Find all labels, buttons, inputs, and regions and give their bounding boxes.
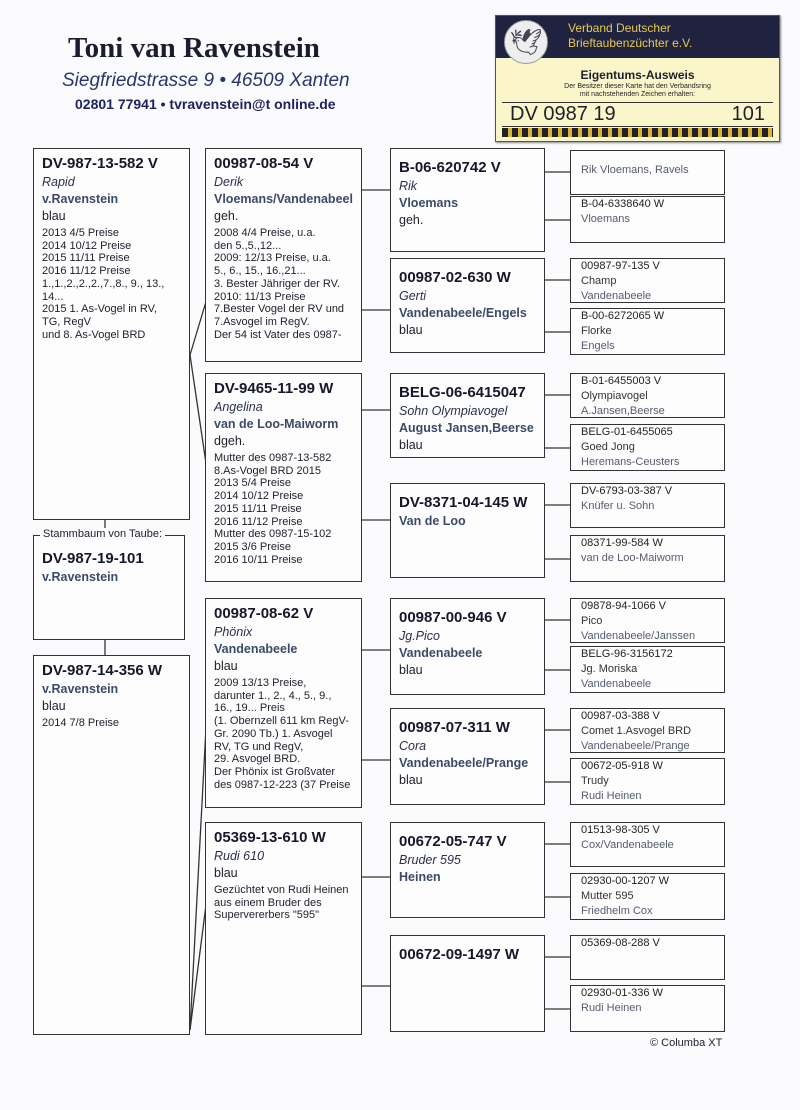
- note-line: 2015 11/11 Preise: [214, 502, 302, 515]
- breeder: Vandenabeele: [399, 646, 483, 660]
- gg-grandparent-box[interactable]: [570, 535, 725, 582]
- plumage-color: blau: [399, 773, 423, 787]
- ring-number: DV-6793-03-387 V: [581, 485, 673, 497]
- gg-grandparent-box[interactable]: [570, 873, 725, 920]
- great-grandparent-box[interactable]: [390, 598, 545, 695]
- note-line: des 0987-12-223 (37 Preise: [214, 778, 351, 791]
- note-line: 5., 6., 15., 16.,21...: [214, 265, 306, 278]
- gg-grandparent-box[interactable]: [570, 598, 725, 643]
- note-line: 2016 10/11 Preise: [214, 553, 303, 566]
- note-line: 3. Bester Jähriger der RV.: [214, 277, 340, 290]
- pigeon-name: Trudy: [581, 775, 609, 787]
- dam-box[interactable]: [33, 655, 190, 1035]
- note-line: 7.Bester Vogel der RV und: [214, 303, 345, 316]
- note-line: 2016 11/12 Preise: [214, 515, 303, 528]
- ring-number: 00672-09-1497 W: [399, 946, 520, 963]
- grandparent-box[interactable]: [205, 148, 362, 362]
- performance-notes: [214, 677, 353, 791]
- note-line: 2013 4/5 Preise: [42, 227, 120, 239]
- pigeon-name: Phönix: [214, 625, 253, 639]
- gg-grandparent-box[interactable]: [570, 985, 725, 1032]
- breeder: Cox/Vandenabeele: [581, 839, 674, 851]
- breeder: v.Ravenstein: [42, 570, 119, 584]
- note-line: 2013 5/4 Preise: [214, 477, 292, 490]
- card-ring-number: 101: [731, 103, 765, 125]
- note-line: 16., 19... Preis: [214, 702, 285, 715]
- note-line: 2015 11/11 Preise: [42, 252, 130, 265]
- breeder: Knüfer u. Sohn: [581, 500, 655, 512]
- ring-number: B-01-6455003 V: [581, 375, 662, 387]
- ring-number: 05369-13-610 W: [214, 829, 326, 846]
- pigeon-name: Mutter 595: [581, 890, 634, 902]
- grandparent-box[interactable]: [205, 373, 362, 582]
- breeder: Vandenabeele/Janssen: [581, 630, 696, 642]
- pigeon-name: Florke: [581, 325, 612, 337]
- ring-number: B-00-6272065 W: [581, 310, 665, 322]
- great-grandparent-box[interactable]: [390, 373, 545, 458]
- ring-number: 00987-07-311 W: [399, 719, 510, 736]
- pigeon-name: Jg. Moriska: [581, 663, 638, 675]
- breeder: Vloemans/Vandenabeel: [214, 192, 353, 206]
- breeder: van de Loo-Maiworm: [581, 552, 684, 564]
- note-line: 7.Asvogel im RegV.: [214, 315, 310, 328]
- card-org-line: Brieftaubenzüchter e.V.: [568, 36, 693, 50]
- breeder-name: Toni van Ravenstein: [68, 32, 320, 64]
- ring-number: DV-987-19-101: [42, 550, 144, 567]
- plumage-color: blau: [399, 438, 423, 452]
- grandparent-box[interactable]: [205, 598, 362, 808]
- note-line: Mutter des 0987-15-102: [214, 528, 332, 541]
- gg-grandparent-box[interactable]: [570, 150, 725, 195]
- pigeon-name: Rudi 610: [214, 849, 265, 863]
- pigeon-name: Gerti: [399, 289, 427, 303]
- gg-grandparent-box[interactable]: [570, 308, 725, 355]
- note-line: TG, RegV: [42, 315, 91, 328]
- note-line: 2014 7/8 Preise: [42, 717, 120, 729]
- card-org-line: Verband Deutscher: [568, 21, 671, 35]
- note-line: Der Phönix ist Großvater: [214, 765, 336, 778]
- grandparent-box[interactable]: [205, 822, 362, 1035]
- breeder: Vandenabeele/Prange: [581, 740, 690, 752]
- ring-number: BELG-06-6415047: [399, 384, 526, 401]
- plumage-color: dgeh.: [214, 434, 246, 448]
- card-subtitle-line: mit nachstehenden Zeichen erhalten:: [579, 91, 696, 98]
- note-line: 14...: [42, 290, 64, 303]
- ring-number: DV-987-13-582 V: [42, 155, 158, 172]
- pigeon-name: Champ: [581, 275, 617, 287]
- subject-label: Stammbaum von Taube:: [40, 528, 165, 540]
- pigeon-name: Rik: [399, 179, 418, 193]
- breeder: van de Loo-Maiworm: [214, 417, 339, 431]
- breeder: v.Ravenstein: [42, 192, 119, 206]
- plumage-color: geh.: [214, 209, 239, 223]
- ring-number: 00987-00-946 V: [399, 609, 507, 626]
- breeder: Rik Vloemans, Ravels: [581, 164, 689, 176]
- breeder: Engels: [581, 340, 615, 352]
- pigeon-name: Comet 1.Asvogel BRD: [581, 725, 692, 737]
- great-grandparent-box[interactable]: [390, 483, 545, 578]
- breeder: Rudi Heinen: [581, 1002, 642, 1014]
- note-line: 2014 10/12 Preise: [214, 490, 304, 503]
- note-line: RV, TG und RegV,: [214, 740, 304, 753]
- note-line: Der 54 ist Vater des 0987-: [214, 328, 342, 341]
- note-line: aus einem Bruder des: [214, 896, 322, 909]
- plumage-color: geh.: [399, 213, 424, 227]
- pigeon-name: Goed Jong: [581, 441, 635, 453]
- ring-number: 00987-08-62 V: [214, 605, 314, 622]
- breeder: Friedhelm Cox: [581, 905, 653, 917]
- gg-grandparent-box[interactable]: [570, 646, 725, 693]
- ring-number: 00672-05-918 W: [581, 760, 663, 772]
- ring-number: 00672-05-747 V: [399, 833, 507, 850]
- pigeon-name: Olympiavogel: [581, 390, 648, 402]
- pigeon-name: Sohn Olympiavogel: [399, 404, 508, 418]
- gg-grandparent-box[interactable]: [570, 935, 725, 980]
- performance-notes: [214, 227, 353, 341]
- note-line: 8.As-Vogel BRD 2015: [214, 464, 322, 477]
- performance-notes: [42, 227, 181, 341]
- ring-number: DV-8371-04-145 W: [399, 494, 528, 511]
- ring-number: DV-987-14-356 W: [42, 662, 163, 679]
- great-grandparent-box[interactable]: [390, 258, 545, 353]
- pigeon-name: Jg.Pico: [399, 629, 440, 643]
- ring-number: 00987-03-388 V: [581, 710, 660, 722]
- pigeon-logo-icon: 🕊: [504, 20, 548, 64]
- breeder: Vandenabeele/Engels: [399, 306, 527, 320]
- great-grandparent-box[interactable]: [390, 148, 545, 252]
- note-line: 29. Asvogel BRD.: [214, 753, 301, 766]
- sire-box[interactable]: [33, 148, 190, 520]
- performance-notes: [214, 884, 353, 922]
- gg-grandparent-box[interactable]: [570, 373, 725, 418]
- note-line: den 5.,5.,12...: [214, 239, 282, 252]
- breeder-address: Siegfriedstrasse 9 • 46509 Xanten: [62, 70, 350, 91]
- pigeon-name: Angelina: [214, 400, 263, 414]
- pigeon-name: Pico: [581, 615, 603, 627]
- breeder: Rudi Heinen: [581, 790, 642, 802]
- plumage-color: blau: [399, 663, 423, 677]
- gg-grandparent-box[interactable]: [570, 708, 725, 753]
- breeder: Vandenabeele: [581, 678, 652, 690]
- subject-pigeon-box[interactable]: [33, 535, 185, 640]
- note-line: 2016 11/12 Preise: [42, 265, 131, 278]
- plumage-color: blau: [42, 209, 66, 223]
- breeder: Vandenabeele/Prange: [399, 756, 529, 770]
- copyright: © Columba XT: [650, 1037, 723, 1049]
- gg-grandparent-box[interactable]: [570, 424, 725, 471]
- gg-grandparent-box[interactable]: [570, 758, 725, 805]
- performance-notes: [214, 452, 353, 566]
- gg-grandparent-box[interactable]: [570, 196, 725, 243]
- ring-number: 00987-02-630 W: [399, 269, 511, 286]
- note-line: (1. Obernzell 611 km RegV-: [214, 715, 349, 728]
- pigeon-name: Bruder 595: [399, 853, 461, 867]
- card-title: Eigentums-Ausweis: [580, 68, 695, 82]
- breeder: Vloemans: [399, 196, 459, 210]
- performance-notes: [42, 717, 181, 730]
- note-line: Supervererbers "595": [214, 909, 320, 922]
- breeder: Heremans-Ceusters: [581, 456, 680, 468]
- ring-number: 02930-00-1207 W: [581, 875, 670, 887]
- great-grandparent-box[interactable]: [390, 935, 545, 1032]
- ring-number: 00987-97-135 V: [581, 260, 660, 272]
- pigeon-name: Cora: [399, 739, 427, 753]
- gg-grandparent-box[interactable]: [570, 258, 725, 303]
- gg-grandparent-box[interactable]: [570, 822, 725, 867]
- ring-number: BELG-96-3156172: [581, 648, 673, 660]
- pigeon-name: Rapid: [42, 175, 75, 189]
- breeder: August Jansen,Beerse: [399, 421, 534, 435]
- breeder: A.Jansen,Beerse: [581, 405, 665, 417]
- note-line: und 8. As-Vogel BRD: [42, 328, 146, 341]
- note-line: 2010: 11/13 Preise: [214, 290, 306, 303]
- plumage-color: blau: [42, 699, 66, 713]
- plumage-color: blau: [214, 866, 238, 880]
- breeder: Van de Loo: [399, 514, 466, 528]
- breeder: v.Ravenstein: [42, 682, 119, 696]
- note-line: Gezüchtet von Rudi Heinen: [214, 884, 349, 896]
- great-grandparent-box[interactable]: [390, 708, 545, 805]
- ring-number: 08371-99-584 W: [581, 537, 663, 549]
- great-grandparent-box[interactable]: [390, 822, 545, 918]
- note-line: 2009: 12/13 Preise, u.a.: [214, 252, 331, 265]
- note-line: 1.,1.,2.,2.,2.,7.,8., 9., 13.,: [42, 277, 165, 290]
- breeder: Vandenabeele: [214, 642, 298, 656]
- note-line: Gr. 2090 Tb.) 1. Asvogel: [214, 727, 333, 740]
- breeder: Heinen: [399, 870, 441, 884]
- ring-number: DV-9465-11-99 W: [214, 380, 334, 397]
- ring-number: B-06-620742 V: [399, 159, 501, 176]
- gg-grandparent-box[interactable]: [570, 483, 725, 528]
- note-line: 2015 3/6 Preise: [214, 540, 292, 553]
- ring-number: BELG-01-6455065: [581, 426, 673, 438]
- ring-number: 05369-08-288 V: [581, 937, 660, 949]
- note-line: Mutter des 0987-13-582: [214, 452, 332, 464]
- note-line: 2009 13/13 Preise,: [214, 677, 307, 689]
- ring-number: 09878-94-1066 V: [581, 600, 667, 612]
- plumage-color: blau: [214, 659, 238, 673]
- breeder-contact: 02801 77941 • tvravenstein@t online.de: [75, 96, 336, 112]
- ring-number: 00987-08-54 V: [214, 155, 314, 172]
- breeder: Vloemans: [581, 213, 630, 225]
- card-subtitle-line: Der Besitzer dieser Karte hat den Verbandsring: [564, 83, 711, 90]
- ring-number: 02930-01-336 W: [581, 987, 663, 999]
- pigeon-name: Derik: [214, 175, 244, 189]
- note-line: 2008 4/4 Preise, u.a.: [214, 227, 316, 239]
- note-line: 2014 10/12 Preise: [42, 239, 132, 252]
- ring-number: B-04-6338640 W: [581, 198, 665, 210]
- card-ring-prefix: DV 0987 19: [510, 103, 616, 125]
- ring-number: 01513-98-305 V: [581, 824, 660, 836]
- note-line: 2015 1. As-Vogel in RV,: [42, 303, 157, 316]
- plumage-color: blau: [399, 323, 423, 337]
- breeder: Vandenabeele: [581, 290, 652, 302]
- note-line: darunter 1., 2., 4., 5., 9.,: [214, 689, 332, 702]
